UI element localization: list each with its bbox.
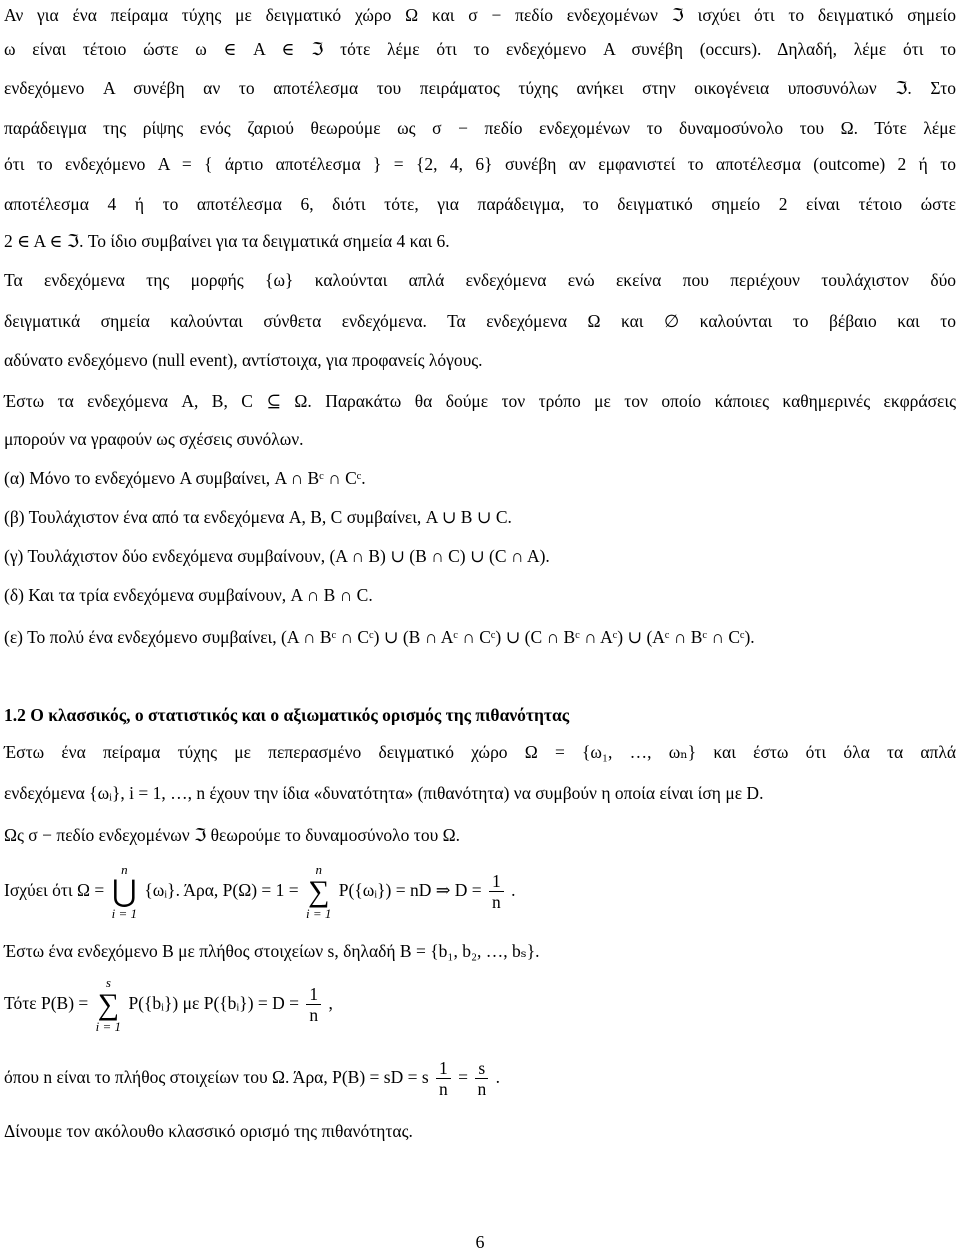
list-item-alpha: (α) Μόνο το ενδεχόμενο A συμβαίνει, A ∩ Bᶜ ∩ Cᶜ. — [4, 468, 366, 488]
fraction-numerator: 1 — [306, 984, 321, 1005]
operator-upper-limit: n — [121, 861, 128, 877]
text-line: ω είναι τέτοιο ώστε ω ∈ A ∈ ℑ τότε λέμε ότι το ενδεχόμενο A συνέβη (occurs). Δηλαδή, λέμε ότι το — [4, 39, 956, 59]
text-line: αδύνατο ενδεχόμενο (null event), αντίστοιχα, για προφανείς λόγους. — [4, 350, 483, 370]
fraction-denominator: n — [492, 892, 501, 913]
operator-upper-limit: s — [105, 974, 111, 990]
list-item-epsilon: (ε) Το πολύ ένα ενδεχόμενο συμβαίνει, (A ∩ Bᶜ ∩ Cᶜ) ∪ (B ∩ Aᶜ ∩ Cᶜ) ∪ (C ∩ Bᶜ ∩ Aᶜ) ∪ (Aᶜ ∩ Bᶜ ∩ Cᶜ). — [4, 627, 755, 647]
section-heading: 1.2 Ο κλασσικός, ο στατιστικός και ο αξιωματικός ορισμός της πιθανότητας — [4, 705, 570, 725]
eq-text: P({bᵢ}) με P({bᵢ}) = D = — [128, 993, 300, 1013]
text-line: Δίνουμε τον ακόλουθο κλασσικό ορισμό της πιθανότητας. — [4, 1121, 413, 1141]
fraction-numerator: 1 — [489, 871, 504, 892]
text-line: 2 ∈ A ∈ ℑ. Το ίδιο συμβαίνει για τα δειγματικά σημεία 4 και 6. — [4, 231, 450, 251]
operator-upper-limit: n — [315, 861, 322, 877]
fraction-numerator: s — [475, 1058, 488, 1079]
fraction — [475, 1058, 488, 1099]
eq-text: {ωᵢ}. Άρα, P(Ω) = 1 = — [144, 880, 299, 900]
text-line: ότι το ενδεχόμενο A = { άρτιο αποτέλεσμα } = {2, 4, 6} συνέβη αν εμφανιστεί το αποτέλεσμα (outcome) 2 ή το — [4, 154, 956, 174]
fraction — [306, 984, 321, 1025]
text-line: παράδειγμα της ρίψης ενός ζαριού θεωρούμε ως σ − πεδίο ενδεχομένων το δυναμοσύνολο του Ω. Τότε λέμε — [4, 118, 956, 138]
text-line: ενδεχόμενα {ωᵢ}, i = 1, …, n έχουν την ίδια «δυνατότητα» (πιθανότητα) να συμβούν η οποία είναι ίση με D. — [4, 783, 764, 803]
text-line: δειγματικά σημεία καλούνται σύνθετα ενδεχόμενα. Τα ενδεχόμενα Ω και ∅ καλούνται το βέβαιο και το — [4, 311, 956, 331]
sum-symbol: ∑ — [308, 874, 330, 908]
text-line: ενδεχόμενο A συνέβη αν το αποτέλεσμα του πειράματος τύχης ανήκει στην οικογένεια υποσυνόλων ℑ. Στο — [4, 78, 956, 98]
equation-line — [4, 1052, 956, 1102]
fraction — [489, 871, 504, 912]
page-number: 6 — [475, 1232, 485, 1252]
equation-line — [4, 973, 956, 1033]
operator-lower-limit: i = 1 — [95, 1018, 122, 1034]
text-line: Έστω ένα πείραμα τύχης με πεπερασμένο δειγματικό χώρο Ω = {ω₁, …, ωₙ} και έστω ότι όλα τα απλά — [4, 742, 956, 762]
fraction-numerator: 1 — [436, 1058, 451, 1079]
union-operator — [112, 863, 137, 921]
eq-text: Ισχύει ότι Ω = — [4, 880, 105, 900]
fraction — [436, 1058, 451, 1099]
eq-text: = — [458, 1067, 469, 1087]
text-line: Έστω τα ενδεχόμενα A, B, C ⊆ Ω. Παρακάτω θα δούμε τον τρόπο με τον οποίο κάποιες καθημερινές εκφράσεις — [4, 391, 956, 411]
text-line: αποτέλεσμα 4 ή το αποτέλεσμα 6, διότι τότε, για παράδειγμα, το δειγματικό σημείο 2 είναι τέτοιο ώστε — [4, 194, 956, 214]
operator-lower-limit: i = 1 — [111, 905, 138, 921]
fraction-denominator: n — [439, 1079, 448, 1100]
sum-symbol: ∑ — [97, 987, 120, 1021]
sum-operator — [306, 863, 331, 921]
eq-text: . — [495, 1067, 500, 1087]
eq-text: Τότε P(B) = — [4, 993, 89, 1013]
eq-text: . — [511, 880, 516, 900]
text-line: Ως σ − πεδίο ενδεχομένων ℑ θεωρούμε το δυναμοσύνολο του Ω. — [4, 825, 460, 845]
text-line: Αν για ένα πείραμα τύχης με δειγματικό χώρο Ω και σ − πεδίο ενδεχομένων ℑ ισχύει ότι το δειγματικό σημείο — [4, 5, 956, 25]
eq-text: , — [328, 993, 333, 1013]
sum-operator — [96, 976, 121, 1034]
list-item-delta: (δ) Και τα τρία ενδεχόμενα συμβαίνουν, A ∩ B ∩ C. — [4, 585, 373, 605]
text-line: Τα ενδεχόμενα της μορφής {ω} καλούνται απλά ενδεχόμενα ενώ εκείνα που περιέχουν τουλάχιστον δύο — [4, 270, 956, 290]
fraction-denominator: n — [477, 1079, 487, 1100]
union-symbol: ⋃ — [112, 874, 137, 908]
list-item-beta: (β) Τουλάχιστον ένα από τα ενδεχόμενα A, B, C συμβαίνει, A ∪ B ∪ C. — [4, 507, 512, 527]
eq-text: όπου n είναι το πλήθος στοιχείων του Ω. Άρα, P(B) = sD = s — [4, 1067, 429, 1087]
equation-line — [4, 860, 956, 920]
list-item-gamma: (γ) Τουλάχιστον δύο ενδεχόμενα συμβαίνουν, (A ∩ B) ∪ (B ∩ C) ∪ (C ∩ A). — [4, 546, 550, 566]
operator-lower-limit: i = 1 — [306, 905, 332, 921]
text-line: μπορούν να γραφούν ως σχέσεις συνόλων. — [4, 429, 304, 449]
eq-text: P({ωᵢ}) = nD ⇒ D = — [338, 880, 482, 900]
fraction-denominator: n — [309, 1005, 319, 1026]
text-line: Έστω ένα ενδεχόμενο B με πλήθος στοιχείων s, δηλαδή B = {b₁, b₂, …, bₛ}. — [4, 941, 540, 961]
